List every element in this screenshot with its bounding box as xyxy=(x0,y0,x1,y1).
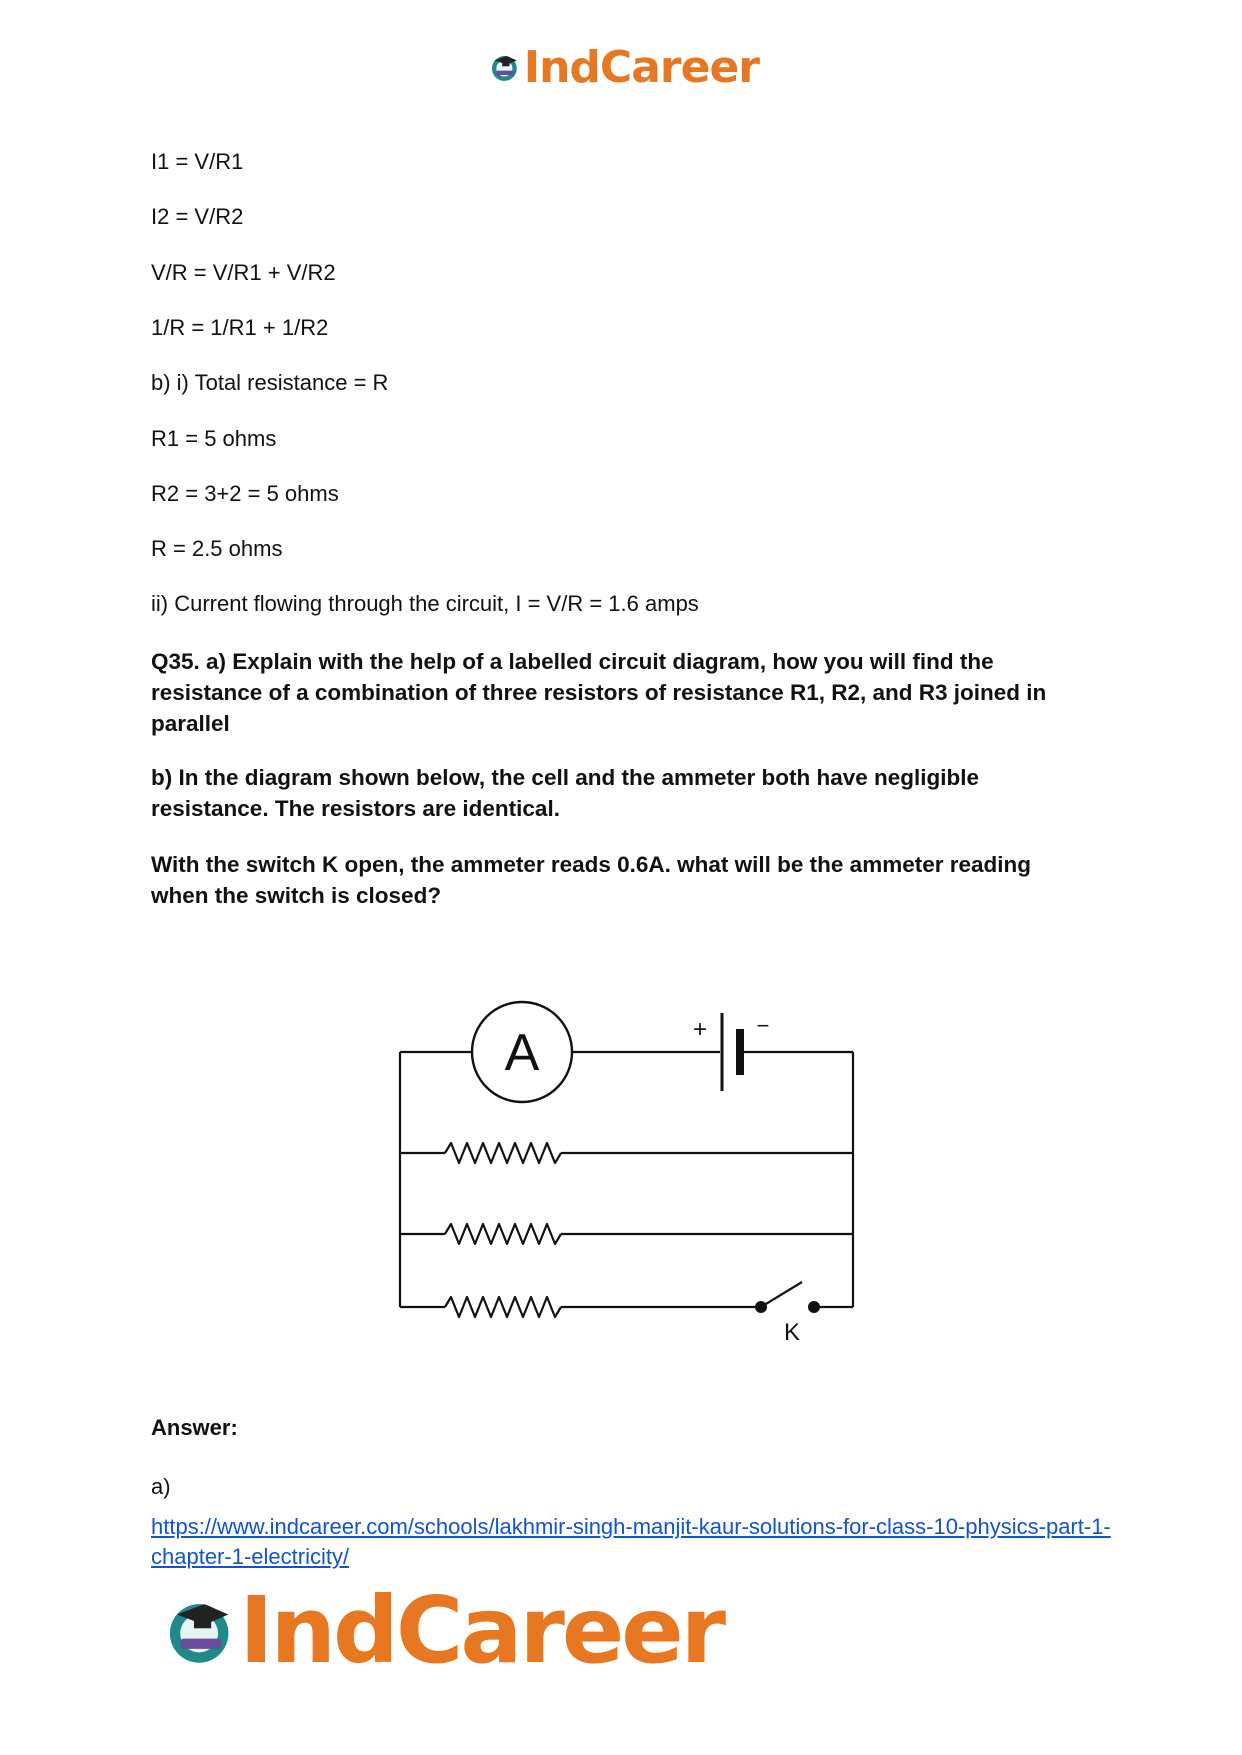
logo-text: IndCareer xyxy=(523,41,759,93)
cell-plus-label: + xyxy=(692,1016,708,1043)
equation-line: I1 = V/R1 xyxy=(151,149,244,174)
cell-minus-label: − xyxy=(756,1013,770,1038)
footer-logo xyxy=(163,1576,723,1684)
answer-line: b) i) Total resistance = R xyxy=(151,370,389,395)
answer-line: R1 = 5 ohms xyxy=(151,426,277,451)
answer-part-a: a) xyxy=(151,1474,171,1499)
switch-contact-left xyxy=(755,1301,767,1313)
equation-line: V/R = V/R1 + V/R2 xyxy=(151,260,336,285)
question-part-c: With the switch K open, the ammeter reads 0.6A. what will be the ammeter reading when the switch is closed? xyxy=(151,852,1032,908)
equation-line: 1/R = 1/R1 + 1/R2 xyxy=(151,315,329,340)
answer-line: ii) Current flowing through the circuit, I = V/R = 1.6 amps xyxy=(151,591,699,616)
answer-heading: Answer: xyxy=(151,1415,238,1440)
ammeter-label: A xyxy=(504,1024,540,1082)
switch-contact-right xyxy=(808,1301,820,1313)
solution-link[interactable]: https://www.indcareer.com/schools/lakhmir-singh-manjit-kaur-solutions-for-class-10-physics-part-1-chapter-1-electricity/ xyxy=(151,1514,1111,1569)
logo-text: IndCareer xyxy=(239,1576,723,1684)
equation-line: I2 = V/R2 xyxy=(151,204,244,229)
switch-label: K xyxy=(783,1319,801,1346)
answer-line: R2 = 3+2 = 5 ohms xyxy=(151,481,339,506)
answer-line: R = 2.5 ohms xyxy=(151,536,283,561)
question-part-a: Q35. a) Explain with the help of a labelled circuit diagram, how you will find the resistance of a combination of three resistors of resistance R1, R2, and R3 joined in parallel xyxy=(151,649,1047,736)
question-part-b: b) In the diagram shown below, the cell and the ammeter both have negligible resistance. The resistors are identical. xyxy=(151,765,980,821)
logo-emblem-icon xyxy=(163,1587,235,1673)
logo-emblem-icon xyxy=(489,46,520,88)
header-logo xyxy=(489,42,759,92)
circuit-diagram xyxy=(395,995,865,1355)
